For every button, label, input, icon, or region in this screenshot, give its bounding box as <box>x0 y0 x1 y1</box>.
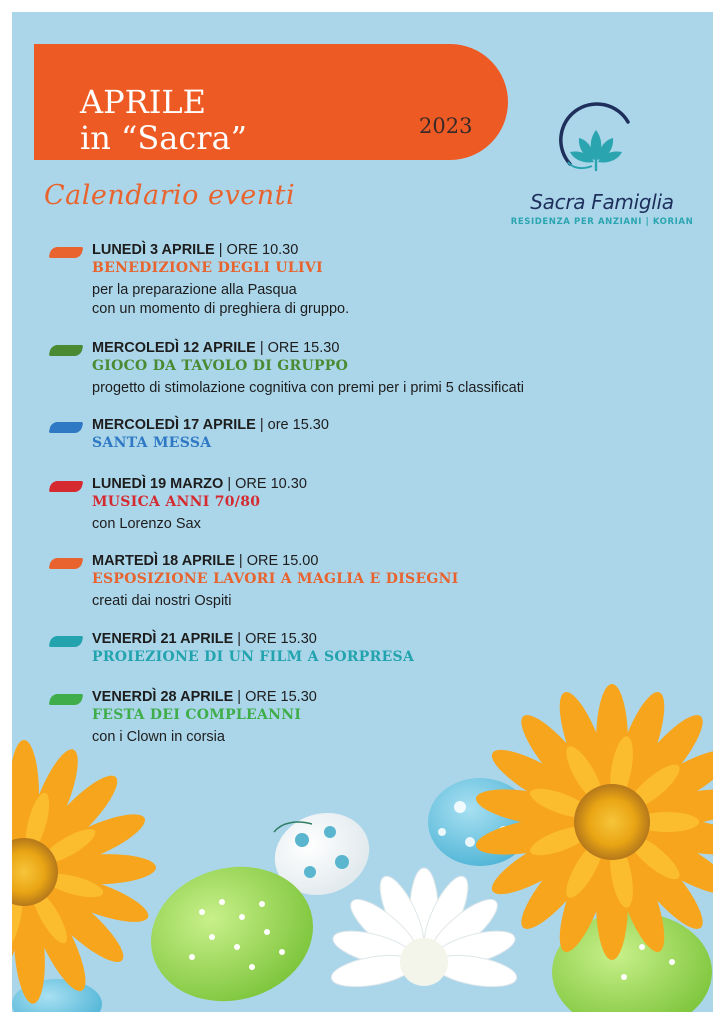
color-marker <box>49 422 84 433</box>
event-description-line: creati dai nostri Ospiti <box>92 593 232 609</box>
event-title: MUSICA ANNI 70/80 <box>92 494 261 510</box>
event-description-line: con Lorenzo Sax <box>92 516 201 532</box>
title-line-1: APRILE <box>80 83 206 121</box>
easter-decoration <box>12 632 713 1012</box>
color-marker <box>49 345 84 356</box>
event-date: MARTEDÌ 18 APRILE <box>92 553 235 569</box>
event-date: LUNEDÌ 3 APRILE <box>92 242 215 258</box>
event-description-line: con i Clown in corsia <box>92 729 225 745</box>
event-time: | ORE 10.30 <box>223 476 307 492</box>
subtitle: Calendario eventi <box>44 180 296 211</box>
logo-name: Sacra Famiglia <box>530 190 674 214</box>
year-label: 2023 <box>419 114 473 138</box>
event-title: BENEDIZIONE DEGLI ULIVI <box>92 260 323 276</box>
event-date: MERCOLEDÌ 17 APRILE <box>92 417 256 433</box>
event-date: LUNEDÌ 19 MARZO <box>92 476 224 492</box>
event-title: ESPOSIZIONE LAVORI A MAGLIA E DISEGNI <box>92 571 459 587</box>
event-time: | ore 15.30 <box>255 417 329 433</box>
event-description <box>92 592 231 611</box>
event-time: | ORE 15.30 <box>233 689 317 705</box>
event-date: VENERDÌ 21 APRILE <box>92 631 234 647</box>
event-description-line: per la preparazione alla Pasqua <box>92 282 297 298</box>
event-title: GIOCO DA TAVOLO DI GRUPPO <box>92 358 349 374</box>
event-description <box>92 281 349 319</box>
event-time: | ORE 15.30 <box>255 340 340 356</box>
white-flower <box>329 868 519 992</box>
event-description-line: con un momento di preghiera di gruppo. <box>92 301 350 317</box>
poster <box>12 12 713 1012</box>
event-description-line: progetto di stimolazione cognitiva con premi per i primi 5 classificati <box>92 380 524 396</box>
event-header <box>92 340 339 356</box>
orange-flower-left <box>12 740 156 1005</box>
color-marker <box>49 481 84 492</box>
event-header <box>92 242 298 258</box>
color-marker <box>49 558 84 569</box>
title-line-2: in “Sacra” <box>80 119 248 157</box>
event-header <box>92 417 329 433</box>
event-description <box>92 515 201 534</box>
event-time: | ORE 15.00 <box>234 553 319 569</box>
event-header <box>92 553 318 569</box>
event-title: SANTA MESSA <box>92 435 212 451</box>
event-title: PROIEZIONE DI UN FILM A SORPRESA <box>92 649 415 665</box>
event-time: | ORE 10.30 <box>214 242 299 258</box>
event-description <box>92 379 524 398</box>
event-date: VENERDÌ 28 APRILE <box>92 689 234 705</box>
event-header <box>92 476 307 492</box>
event-time: | ORE 15.30 <box>233 631 317 647</box>
color-marker <box>49 247 84 258</box>
event-date: MERCOLEDÌ 12 APRILE <box>92 340 256 356</box>
event-title: FESTA DEI COMPLEANNI <box>92 707 302 723</box>
logo-tagline: RESIDENZA PER ANZIANI | KORIAN <box>510 217 694 227</box>
